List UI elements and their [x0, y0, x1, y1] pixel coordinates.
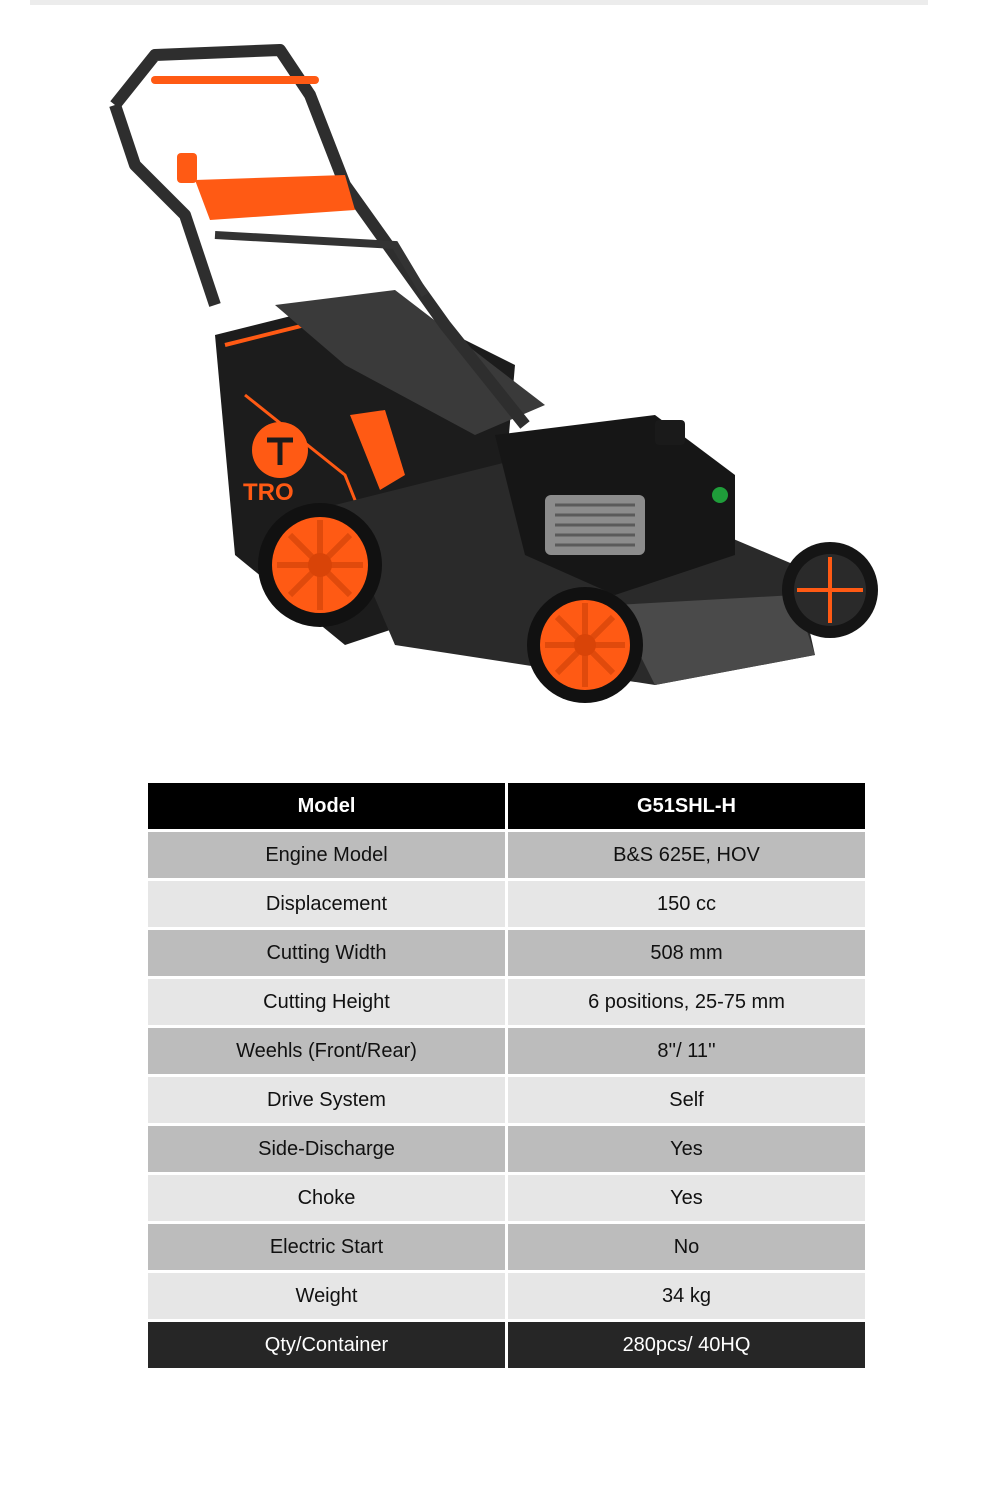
brand-mark: TRO	[243, 479, 294, 506]
row-value: No	[507, 1223, 866, 1272]
table-row	[148, 1174, 865, 1223]
row-label: Side-Discharge	[148, 1125, 507, 1174]
table-header-row	[148, 783, 865, 831]
footer-value: 280pcs/ 40HQ	[507, 1321, 866, 1369]
row-label: Engine Model	[148, 831, 507, 880]
table-row	[148, 1076, 865, 1125]
table-row	[148, 978, 865, 1027]
row-value: Yes	[507, 1174, 866, 1223]
table-row	[148, 929, 865, 978]
header-value: G51SHL-H	[507, 783, 866, 831]
table-row	[148, 880, 865, 929]
row-label: Electric Start	[148, 1223, 507, 1272]
table-row	[148, 1223, 865, 1272]
row-value: Yes	[507, 1125, 866, 1174]
row-label: Drive System	[148, 1076, 507, 1125]
footer-label: Qty/Container	[148, 1321, 507, 1369]
table-footer-row	[148, 1321, 865, 1369]
table-row	[148, 831, 865, 880]
row-value: 508 mm	[507, 929, 866, 978]
spec-table	[148, 783, 865, 1368]
row-value: 150 cc	[507, 880, 866, 929]
row-value: B&S 625E, HOV	[507, 831, 866, 880]
row-label: Displacement	[148, 880, 507, 929]
lawn-mower-image	[95, 35, 895, 725]
row-label: Cutting Width	[148, 929, 507, 978]
table-row	[148, 1027, 865, 1076]
row-label: Weight	[148, 1272, 507, 1321]
row-label: Weehls (Front/Rear)	[148, 1027, 507, 1076]
top-divider	[30, 0, 928, 5]
row-label: Cutting Height	[148, 978, 507, 1027]
table-row	[148, 1272, 865, 1321]
table-row	[148, 1125, 865, 1174]
row-value: 8''/ 11''	[507, 1027, 866, 1076]
row-value: 34 kg	[507, 1272, 866, 1321]
row-value: 6 positions, 25-75 mm	[507, 978, 866, 1027]
header-label: Model	[148, 783, 507, 831]
row-label: Choke	[148, 1174, 507, 1223]
row-value: Self	[507, 1076, 866, 1125]
